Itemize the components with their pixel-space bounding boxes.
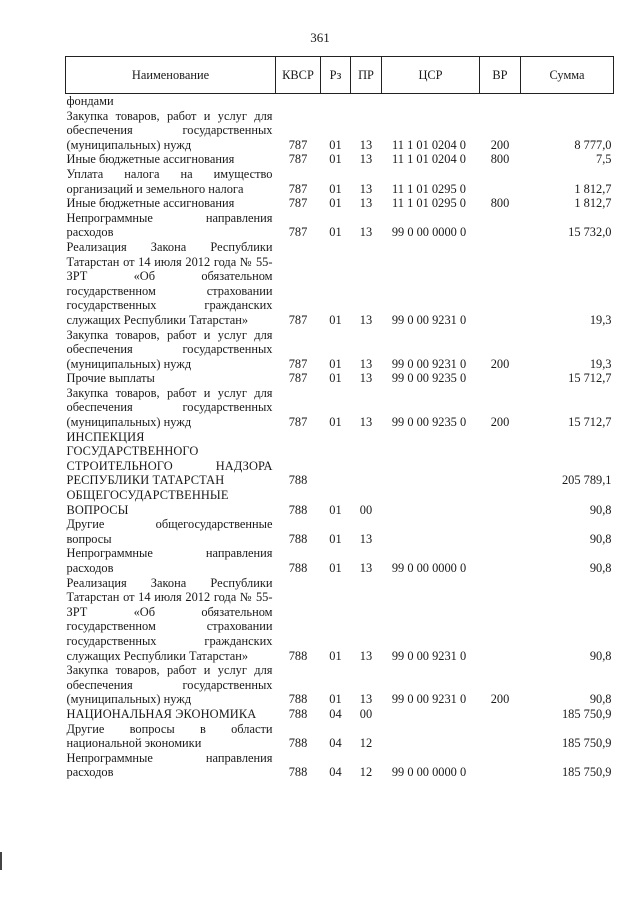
cell-sum: 185 750,9	[561, 706, 612, 721]
cell-sum: 90,8	[589, 531, 612, 546]
table-row	[66, 430, 614, 488]
cell-vr	[480, 546, 521, 575]
cell-kvsr: 787	[288, 137, 308, 152]
cell-kvsr: 788	[288, 473, 308, 488]
cell-csr	[382, 430, 480, 488]
cell-rz: 01	[329, 415, 342, 430]
cell-vr	[480, 707, 521, 722]
cell-name: Реализация Закона Республики Татарстан от 14 июля 2012 года № 55-ЗРТ «Об обязательном государственном страховании государственных гражданских служащих Республики Татарстан»	[66, 239, 273, 327]
table-body	[66, 94, 614, 780]
cell-vr	[480, 751, 521, 780]
table-header	[66, 57, 614, 94]
cell-kvsr: 788	[288, 561, 308, 575]
cell-name: Непрограммные направления расходов	[66, 546, 273, 575]
cell-vr: 200	[490, 692, 510, 707]
cell-rz: 01	[329, 692, 342, 707]
cell-pr: 13	[359, 196, 373, 211]
cell-vr: 800	[490, 196, 510, 211]
table-row	[66, 707, 614, 722]
cell-pr: 00	[359, 706, 373, 721]
header-rz: Рз	[321, 57, 351, 94]
cell-rz: 01	[329, 152, 342, 167]
header-kvsr: КВСР	[276, 57, 321, 94]
cell-csr: 99 0 00 9231 0	[391, 648, 467, 663]
cell-pr	[351, 94, 382, 109]
cell-sum: 185 750,9	[561, 736, 612, 751]
cell-kvsr: 787	[288, 196, 308, 211]
cell-kvsr: 787	[288, 415, 308, 430]
cell-rz: 01	[329, 196, 342, 211]
cell-name: Другие общегосударственные вопросы	[66, 517, 273, 546]
cell-sum: 90,8	[589, 648, 612, 663]
table-row	[66, 109, 614, 153]
cell-kvsr: 787	[288, 371, 308, 386]
cell-rz: 01	[329, 181, 342, 196]
cell-name: Закупка товаров, работ и услуг для обеспечения государственных (муниципальных) нужд	[66, 663, 273, 707]
cell-csr: 99 0 00 9235 0	[391, 415, 467, 430]
cell-name: НАЦИОНАЛЬНАЯ ЭКОНОМИКА	[66, 706, 257, 721]
cell-kvsr: 787	[288, 312, 308, 327]
cell-csr: 11 1 01 0204 0	[392, 137, 466, 152]
cell-kvsr: 788	[288, 502, 308, 517]
cell-csr	[382, 488, 480, 517]
cell-sum: 15 712,7	[568, 371, 612, 386]
cell-csr: 99 0 00 9231 0	[391, 692, 467, 707]
cell-kvsr: 788	[288, 531, 308, 546]
cell-pr: 13	[359, 312, 373, 327]
table-row	[66, 517, 614, 546]
cell-vr: 200	[490, 356, 510, 371]
cell-rz	[321, 430, 351, 488]
cell-pr: 13	[359, 152, 373, 167]
table-row	[66, 167, 614, 196]
cell-rz: 04	[329, 765, 342, 780]
cell-vr	[480, 94, 521, 109]
table-row	[66, 546, 614, 575]
cell-kvsr	[276, 94, 321, 109]
cell-name: Прочие выплаты	[66, 371, 155, 386]
cell-name: Непрограммные направления расходов	[66, 210, 273, 240]
cell-csr: 99 0 00 9235 0	[391, 371, 467, 386]
table-row	[66, 152, 614, 167]
cell-name: Другие вопросы в области национальной экономики	[66, 721, 273, 751]
table-row	[66, 211, 614, 240]
cell-vr	[480, 430, 521, 488]
cell-pr: 12	[359, 736, 373, 751]
cell-kvsr: 788	[288, 692, 308, 707]
cell-pr: 13	[359, 415, 373, 430]
header-csr: ЦСР	[382, 57, 480, 94]
cell-csr: 99 0 00 0000 0	[391, 765, 467, 780]
cell-rz: 01	[329, 137, 342, 152]
cell-sum: 7,5	[596, 152, 612, 167]
cell-sum: 185 750,9	[561, 765, 612, 780]
cell-csr	[382, 517, 480, 546]
header-row	[66, 57, 614, 94]
cell-pr: 13	[359, 356, 373, 371]
cell-kvsr: 787	[288, 356, 308, 371]
cell-kvsr: 788	[288, 648, 308, 663]
table-row	[66, 751, 614, 780]
table-row	[66, 663, 614, 707]
cell-pr: 12	[359, 765, 373, 780]
cell-sum	[521, 94, 614, 109]
cell-sum: 19,3	[589, 312, 612, 327]
cell-vr	[480, 488, 521, 517]
cell-vr	[480, 517, 521, 546]
cell-name: фондами	[66, 94, 114, 108]
cell-vr	[480, 167, 521, 196]
cell-sum: 205 789,1	[561, 473, 612, 488]
header-name: Наименование	[66, 57, 276, 94]
cell-vr	[480, 576, 521, 664]
cell-rz: 01	[329, 531, 342, 546]
cell-name: Закупка товаров, работ и услуг для обеспечения государственных (муниципальных) нужд	[66, 385, 273, 430]
cell-csr: 99 0 00 0000 0	[391, 225, 467, 240]
table-row	[66, 240, 614, 328]
header-sum: Сумма	[521, 57, 614, 94]
cell-sum: 90,8	[589, 502, 612, 517]
cell-csr	[382, 707, 480, 722]
cell-vr: 200	[490, 137, 510, 152]
cell-kvsr: 788	[288, 736, 308, 751]
table-row	[66, 196, 614, 211]
cell-name: Закупка товаров, работ и услуг для обеспечения государственных (муниципальных) нужд	[66, 327, 273, 371]
cell-pr: 13	[359, 561, 373, 575]
cell-pr: 13	[359, 531, 373, 546]
cell-vr: 800	[490, 152, 510, 167]
cell-rz: 01	[329, 561, 342, 575]
cell-sum: 90,8	[589, 561, 612, 575]
table-row	[66, 488, 614, 517]
cell-sum: 1 812,7	[574, 196, 612, 211]
cell-rz: 04	[329, 736, 342, 751]
cell-sum: 1 812,7	[574, 181, 612, 196]
cell-csr: 11 1 01 0295 0	[392, 181, 466, 196]
page-number: 361	[310, 30, 330, 45]
cell-rz: 01	[329, 502, 342, 517]
cell-rz: 01	[329, 225, 342, 240]
cell-rz: 01	[329, 356, 342, 371]
cell-vr	[480, 240, 521, 328]
cell-sum: 8 777,0	[574, 137, 612, 152]
cell-name: Закупка товаров, работ и услуг для обеспечения государственных (муниципальных) нужд	[66, 108, 273, 152]
cell-rz: 01	[329, 371, 342, 386]
table-row	[66, 328, 614, 372]
cell-sum: 15 732,0	[568, 225, 612, 240]
table-row	[66, 722, 614, 751]
cell-name: Уплата налога на имущество организаций и земельного налога	[66, 166, 273, 196]
cell-pr: 13	[359, 137, 373, 152]
cell-name: Иные бюджетные ассигнования	[66, 196, 235, 211]
table-row	[66, 94, 614, 109]
table-row	[66, 371, 614, 386]
cell-name: Непрограммные направления расходов	[66, 750, 273, 780]
cell-pr: 13	[359, 181, 373, 196]
cell-kvsr: 787	[288, 181, 308, 196]
cell-sum: 90,8	[589, 692, 612, 707]
cell-pr: 13	[359, 692, 373, 707]
cell-csr: 11 1 01 0295 0	[392, 196, 466, 211]
table-row	[66, 386, 614, 430]
cell-csr: 99 0 00 9231 0	[391, 312, 467, 327]
cell-rz	[321, 94, 351, 109]
cell-vr	[480, 722, 521, 751]
cell-name: ИНСПЕКЦИЯ ГОСУДАРСТВЕННОГО СТРОИТЕЛЬНОГО НАДЗОРА РЕСПУБЛИКИ ТАТАРСТАН	[66, 429, 273, 488]
cell-pr	[351, 430, 382, 488]
cell-pr: 13	[359, 225, 373, 240]
cell-pr: 13	[359, 371, 373, 386]
table-row	[66, 576, 614, 664]
cell-sum: 15 712,7	[568, 415, 612, 430]
cell-csr: 11 1 01 0204 0	[392, 152, 466, 167]
scan-edge-mark	[0, 852, 2, 870]
header-vr: ВР	[480, 57, 521, 94]
cell-csr: 99 0 00 9231 0	[391, 356, 467, 371]
cell-rz: 01	[329, 312, 342, 327]
cell-name: ОБЩЕГОСУДАРСТВЕННЫЕ ВОПРОСЫ	[66, 488, 229, 517]
cell-kvsr: 787	[288, 152, 308, 167]
cell-vr	[480, 211, 521, 240]
cell-pr: 00	[359, 502, 373, 517]
cell-vr: 200	[490, 415, 510, 430]
cell-kvsr: 787	[288, 225, 308, 240]
cell-name: Иные бюджетные ассигнования	[66, 152, 235, 167]
cell-kvsr: 788	[288, 706, 308, 721]
cell-rz: 04	[329, 706, 342, 721]
cell-rz: 01	[329, 648, 342, 663]
budget-table	[65, 56, 614, 780]
cell-vr	[480, 371, 521, 386]
cell-kvsr: 788	[288, 765, 308, 780]
cell-csr	[382, 722, 480, 751]
header-pr: ПР	[351, 57, 382, 94]
cell-sum: 19,3	[589, 356, 612, 371]
cell-name: Реализация Закона Республики Татарстан от 14 июля 2012 года № 55-ЗРТ «Об обязательном государственном страховании государственных гражданских служащих Республики Татарстан»	[66, 575, 273, 663]
cell-csr	[382, 94, 480, 109]
cell-pr: 13	[359, 648, 373, 663]
cell-csr: 99 0 00 0000 0	[391, 561, 467, 575]
